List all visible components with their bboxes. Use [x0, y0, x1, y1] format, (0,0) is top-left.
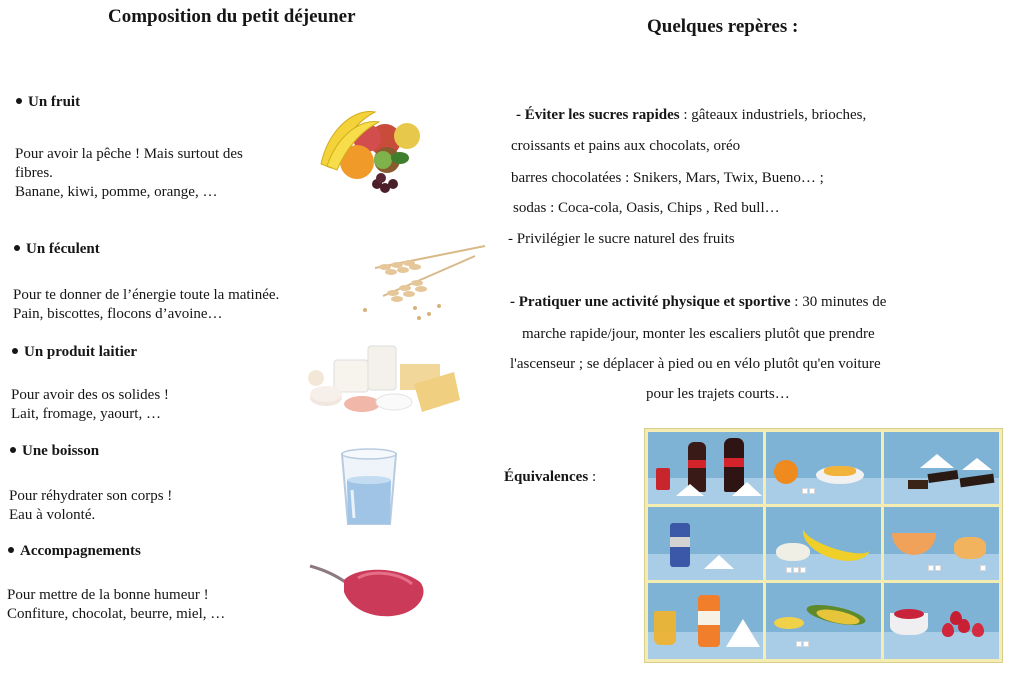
section-body-accompagnements — [7, 586, 225, 624]
sugar-bold: - Éviter les sucres rapides — [516, 107, 680, 123]
activity-bold: - Pratiquer une activité physique et sportive — [510, 294, 791, 310]
body-line: Pour mettre de la bonne humeur ! — [7, 587, 209, 603]
bullet-icon — [14, 245, 20, 251]
sugar-cubes-icon — [726, 619, 760, 647]
dairy-products-icon — [304, 342, 464, 420]
body-line: Lait, fromage, yaourt, … — [11, 406, 161, 422]
corn-icon — [774, 617, 804, 629]
bullet-icon — [12, 348, 18, 354]
heading-text: Un féculent — [26, 241, 100, 257]
orange-slices-icon — [824, 466, 856, 476]
activity-line-2: marche rapide/jour, monter les escaliers plutôt que prendre — [522, 326, 875, 342]
sugar-cube-icon — [793, 567, 799, 573]
sugar-cube-icon — [935, 565, 941, 571]
body-line: fibres. — [15, 165, 53, 181]
label-icon — [724, 458, 744, 467]
photo-strawberries — [884, 583, 999, 659]
activity-line-1 — [510, 294, 886, 311]
sugar-cube-icon — [802, 488, 808, 494]
photo-orange — [766, 432, 881, 504]
strawberry-icon — [972, 623, 984, 637]
bar-icon — [928, 470, 959, 483]
section-body-fruit — [15, 145, 243, 202]
body-line: Banane, kiwi, pomme, orange, … — [15, 184, 218, 200]
melon-pieces-icon — [954, 537, 986, 559]
section-body-feculent — [13, 286, 279, 324]
bar-icon — [908, 480, 928, 489]
sugar-line-2: croissants et pains aux chocolats, oréo — [511, 138, 741, 154]
photo-banana — [766, 507, 881, 580]
bar-icon — [960, 474, 995, 488]
heading-text: Un fruit — [28, 94, 81, 110]
body-line: Confiture, chocolat, beurre, miel, … — [7, 606, 226, 622]
section-body-boisson — [9, 487, 172, 525]
equivalences-bold: Équivalences — [504, 469, 589, 485]
bullet-icon — [16, 98, 22, 104]
photo-juice — [648, 583, 763, 659]
body-line: Pour réhydrater son corps ! — [9, 488, 173, 504]
sugar-cube-icon — [796, 641, 802, 647]
strawberry-icon — [950, 611, 962, 625]
activity-rest: : 30 minutes de — [790, 294, 887, 310]
sugar-line-1 — [516, 107, 866, 124]
strawberry-icon — [894, 609, 924, 619]
heading-text: Accompagnements — [20, 543, 141, 559]
section-heading-laitier — [12, 344, 137, 361]
photo-chocolate-bars — [884, 432, 999, 504]
melon-icon — [892, 533, 936, 555]
water-glass-icon — [338, 446, 400, 530]
activity-line-3: l'ascenseur ; se déplacer à pied ou en vélo plutôt qu'en voiture — [510, 356, 881, 372]
label-icon — [670, 537, 690, 547]
sugar-cube-icon — [800, 567, 806, 573]
body-line: Pour avoir la pêche ! Mais surtout des — [15, 146, 243, 162]
sugar-equivalence-photos — [644, 428, 1003, 663]
sugar-cubes-icon — [920, 454, 954, 468]
section-heading-boisson — [10, 443, 99, 460]
left-title: Composition du petit déjeuner — [108, 6, 356, 27]
jam-spoon-icon — [308, 560, 428, 622]
sugar-line-3: barres chocolatées : Snikers, Mars, Twix, Bueno… ; — [511, 170, 824, 186]
body-line: Pain, biscottes, flocons d’avoine… — [13, 306, 223, 322]
orange-icon — [774, 460, 798, 484]
label-icon — [688, 460, 706, 468]
wheat-icon — [355, 238, 490, 322]
right-title: Quelques repères : — [647, 16, 799, 37]
sugar-cube-icon — [928, 565, 934, 571]
fruit-basket-icon — [315, 102, 430, 197]
sugar-cubes-icon — [704, 555, 734, 569]
juice-glass-icon — [654, 611, 676, 645]
can-icon — [656, 468, 670, 490]
sugar-cube-icon — [803, 641, 809, 647]
section-heading-fruit — [16, 94, 80, 111]
sugar-cube-icon — [809, 488, 815, 494]
body-line: Pour te donner de l’énergie toute la matinée. — [13, 287, 280, 303]
sugar-line-5: - Privilégier le sucre naturel des fruits — [508, 231, 735, 247]
equivalences-label — [504, 469, 596, 486]
label-icon — [698, 611, 720, 625]
heading-text: Un produit laitier — [24, 344, 138, 360]
body-line: Pour avoir des os solides ! — [11, 387, 169, 403]
strawberry-icon — [942, 623, 954, 637]
sugar-cubes-icon — [962, 458, 992, 470]
equivalences-rest: : — [588, 469, 597, 485]
body-line: Eau à volonté. — [9, 507, 96, 523]
section-body-laitier — [11, 386, 169, 424]
section-heading-accompagnements — [8, 543, 141, 560]
photo-corn — [766, 583, 881, 659]
bowl-icon — [776, 543, 810, 561]
sugar-cube-icon — [786, 567, 792, 573]
bullet-icon — [10, 447, 16, 453]
sugar-rest: : gâteaux industriels, brioches, — [679, 107, 867, 123]
banana-icon — [798, 509, 877, 569]
photo-melon — [884, 507, 999, 580]
photo-cola — [648, 432, 763, 504]
sugar-line-4: sodas : Coca-cola, Oasis, Chips , Red bull… — [513, 200, 780, 216]
sugar-cube-icon — [980, 565, 986, 571]
activity-line-4: pour les trajets courts… — [646, 386, 790, 402]
photo-energy-drink — [648, 507, 763, 580]
bullet-icon — [8, 547, 14, 553]
heading-text: Une boisson — [22, 443, 100, 459]
section-heading-feculent — [14, 241, 100, 258]
